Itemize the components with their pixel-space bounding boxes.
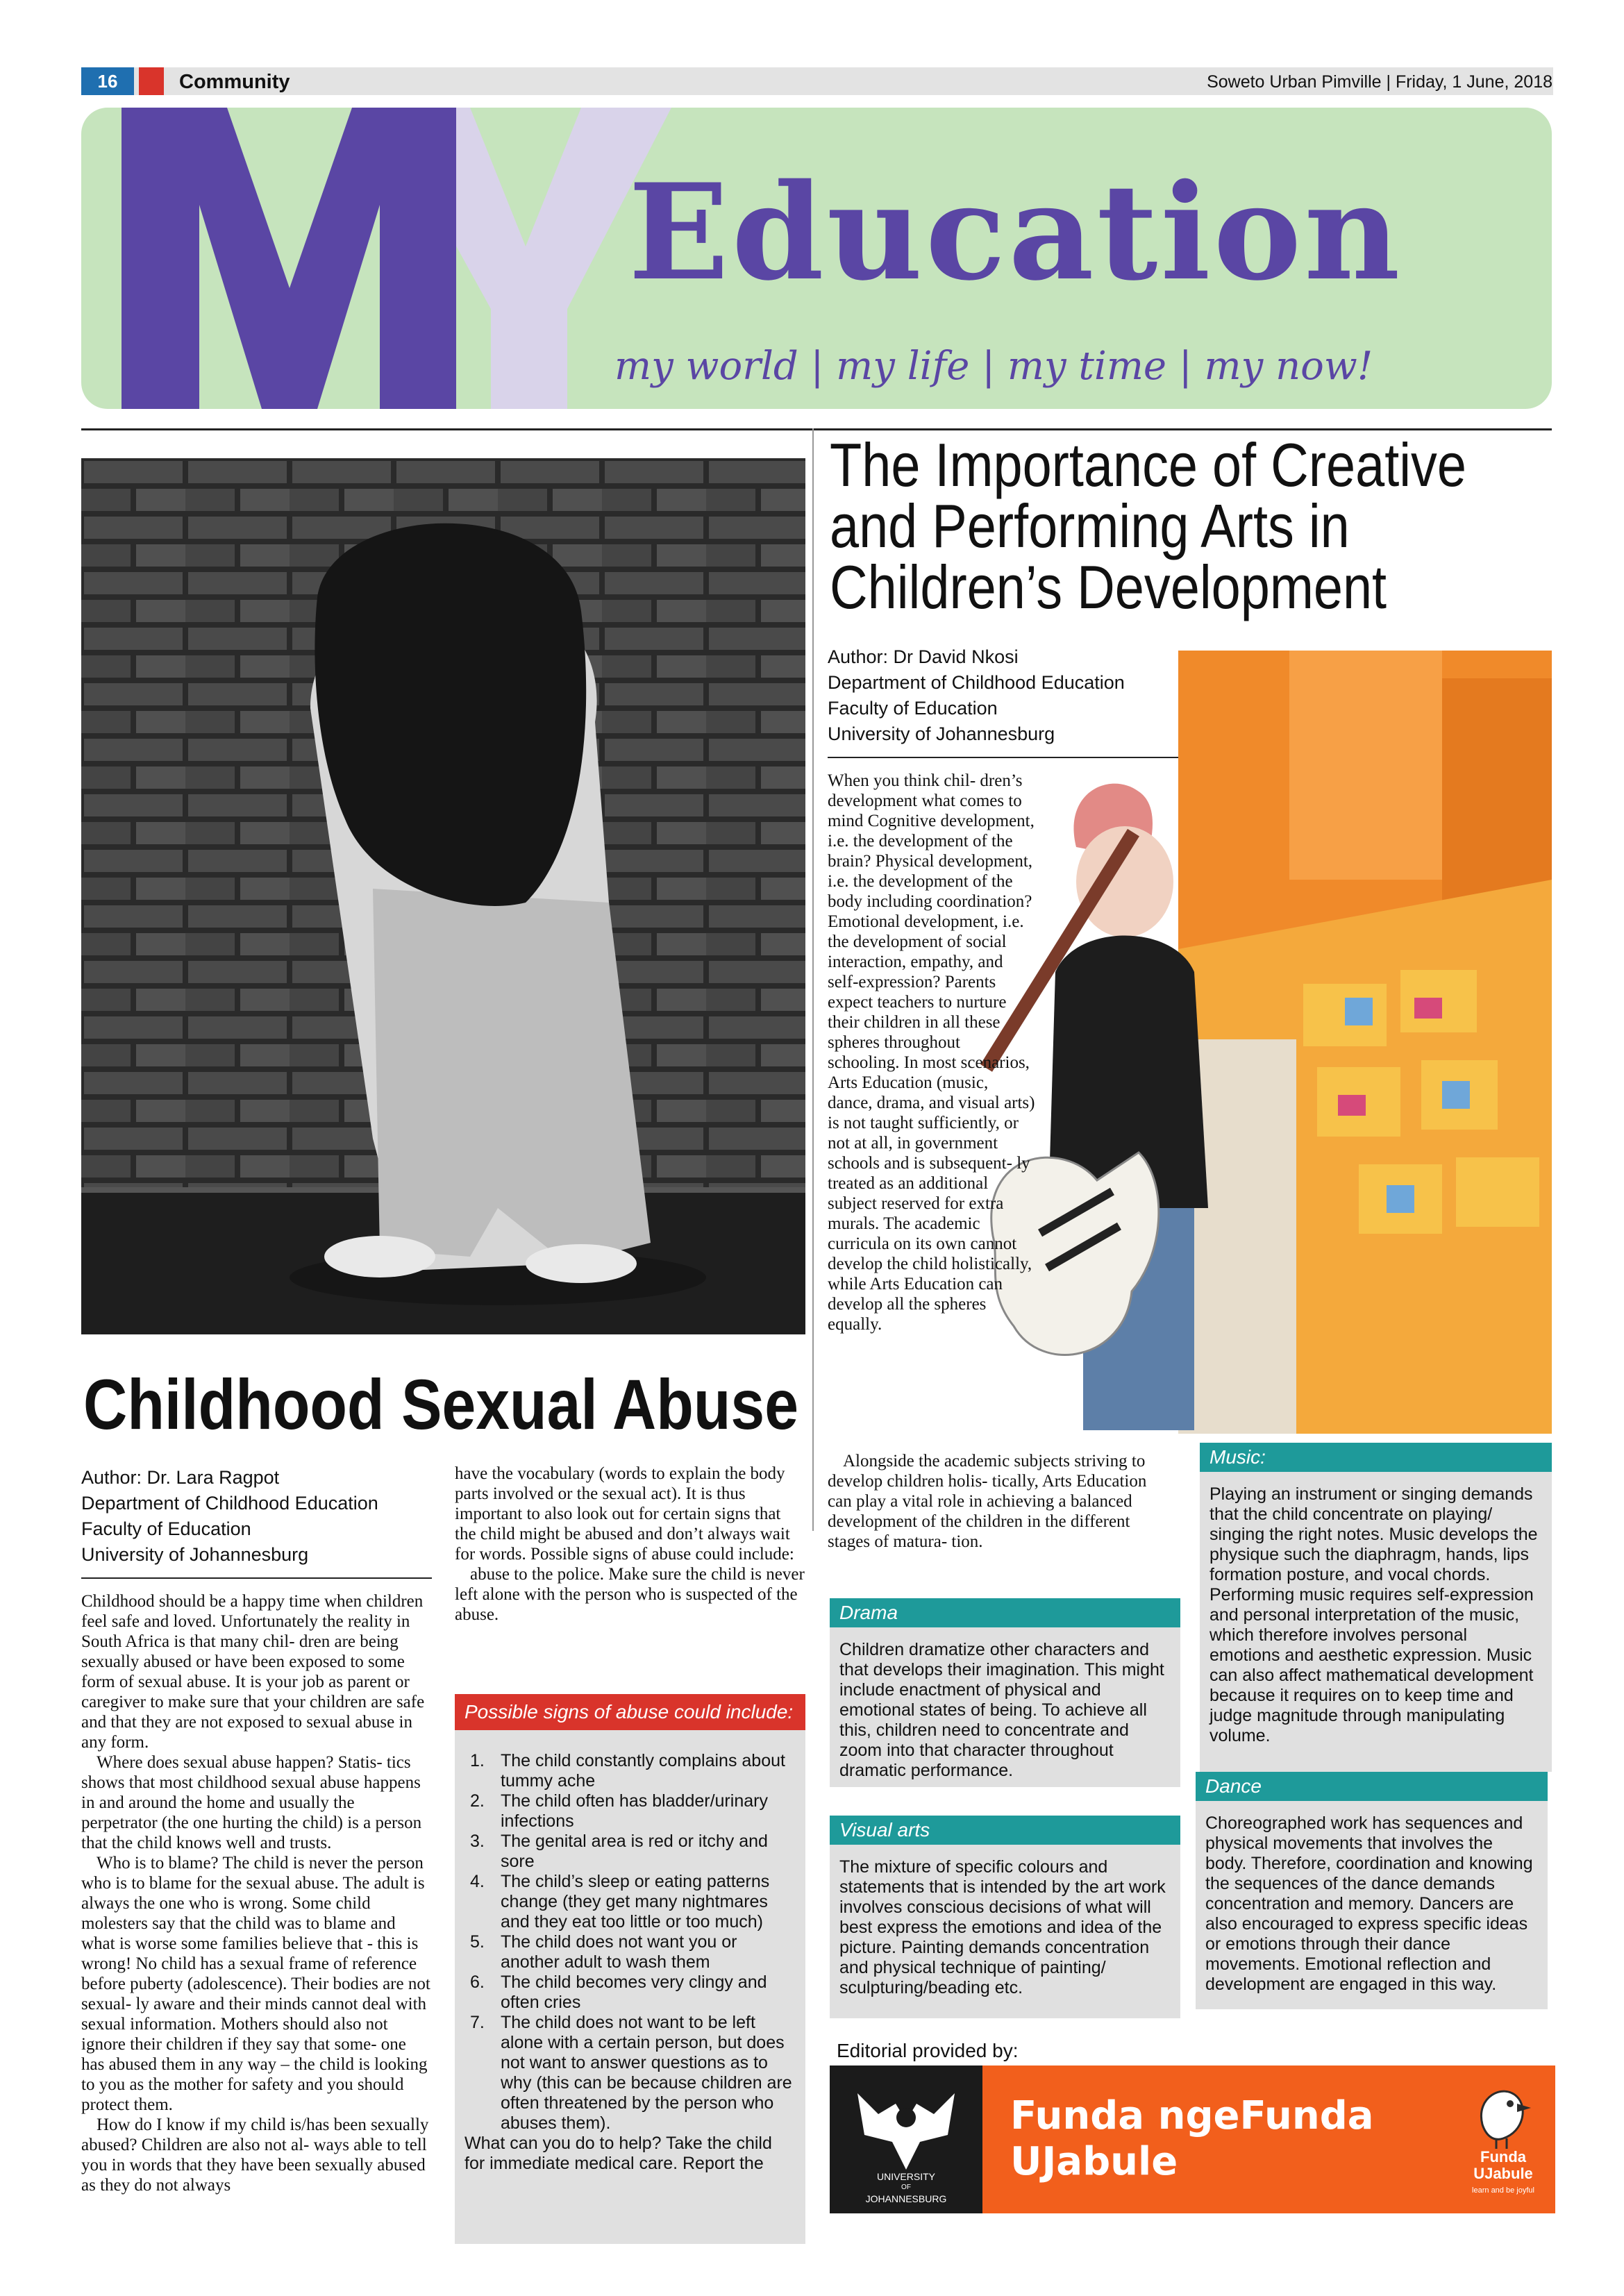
signs-list xyxy=(464,1751,796,2134)
list-item: 2. The child often has bladder/urinary infections xyxy=(470,1791,768,1831)
funda-logo-line: Funda xyxy=(1480,2148,1526,2165)
uj-logo xyxy=(830,2065,982,2213)
arts-body-wide xyxy=(828,1451,1168,1552)
uj-name-line: UNIVERSITY xyxy=(876,2171,935,2182)
arts-paragraph: When you think chil- dren’s development what comes to mind Cognitive development, i.e. the development of the brain? Physical development, i.e. the development of the body including coordination? Emotional development, i.e. the development of social interaction, empathy, and self-expression? Parents expect teachers to nurture their children in all these spheres throughout schooling. In most scenarios, Arts Education (music, dance, drama, and visual arts) is not taught sufficiently, or not at all, in government schools and is subsequent- ly treated as an additional subject reserved for extra murals. The academic curricula on its own cannot develop the child holistically, while Arts Education can develop all the spheres equally. xyxy=(828,771,1035,1334)
abuse-paragraph: Who is to blame? The child is never the person who is to blame for the sexual abuse. The adult is always the one who is wrong. Some child molesters say that the child was to blame and what is worse some families believe that - this is wrong! No child has a sexual frame of reference before puberty (adolescence). Their bodies are not sexual- ly aware and their minds cannot deal with sexual information. Mothers should also not ignore their children if they say that some- one has abused them in any way – the child is looking to you as the mother for safety and you should protect them. xyxy=(81,1854,430,2114)
arts-body-narrow xyxy=(828,771,1036,1334)
funda-slogan: learn and be joyful xyxy=(1472,2186,1534,2195)
funda-logo-text xyxy=(1462,2149,1545,2199)
arts-paragraph: Alongside the academic subjects striving to develop children holis- tically, Arts Education can play a vital role in achieving a balanced development of the children in the different stages of matura- tion. xyxy=(828,1452,1147,1551)
drama-text: Children dramatize other characters and that develops their imagination. This might include enactment of physical and emotional states of being. To achieve all this, children need to concentrate and zoom into that character throughout dramatic performance. xyxy=(830,1627,1180,1787)
column-divider xyxy=(812,428,814,1531)
arts-byline xyxy=(828,644,1175,747)
abuse-paragraph: How do I know if my child is/has been sexually abused? Children are also not al- ways able to tell you in words that they have been sexually abused as they do not always xyxy=(81,2115,429,2195)
sponsor-banner xyxy=(830,2065,1555,2213)
arts-university: University of Johannesburg xyxy=(828,723,1055,744)
abuse-paragraph: abuse to the police. Make sure the child is never left alone with the person who is suspected of the abuse. xyxy=(455,1565,805,1624)
arts-headline: The Importance of Creative and Performing Arts in Children’s Development xyxy=(830,430,1467,621)
visual-arts-text: The mixture of specific colours and statements that is intended by the art work involves conscious decisions of what will best express the emotions and idea of the picture. Painting demands concentration and physical technique of painting/ sculpturing/beading etc. xyxy=(830,1845,1180,2018)
section-marker xyxy=(139,67,164,95)
arts-author: Author: Dr David Nkosi xyxy=(828,646,1019,667)
bird-icon xyxy=(1468,2076,1538,2152)
dance-text: Choreographed work has sequences and physical movements that involves the body. Therefore, coordination and knowing the sequences of the dance demands concentration and memory. Dancers are also encouraged to express specific ideas or emotions through their dance movements. Emotional reflection and development are engaged in this way. xyxy=(1196,1801,1548,2009)
visual-arts-heading: Visual arts xyxy=(830,1816,1180,1845)
abuse-university: University of Johannesburg xyxy=(81,1544,309,1565)
funda-panel xyxy=(982,2065,1555,2213)
uj-name-line: OF xyxy=(901,2184,911,2191)
abuse-column-2 xyxy=(455,1464,805,1625)
abuse-photo xyxy=(81,458,805,1334)
page-number: 16 xyxy=(81,67,134,95)
signs-footer: What can you do to help? Take the child for immediate medical care. Report the xyxy=(464,2134,772,2173)
abuse-byline xyxy=(81,1465,428,1568)
dance-box xyxy=(1196,1772,1548,2009)
dateline: Soweto Urban Pimville | Friday, 1 June, 2018 xyxy=(1207,72,1552,92)
section-label: Community xyxy=(179,71,290,93)
list-item: 5. The child does not want you or another adult to wash them xyxy=(470,1932,737,1972)
arts-faculty: Faculty of Education xyxy=(828,698,998,719)
abuse-headline: Childhood Sexual Abuse xyxy=(83,1365,798,1444)
funda-title-line: Funda ngeFunda xyxy=(1010,2093,1374,2138)
abuse-department: Department of Childhood Education xyxy=(81,1493,378,1514)
list-item: 1. The child constantly complains about tummy ache xyxy=(470,1751,785,1791)
list-item: 6. The child becomes very clingy and often cries xyxy=(470,1972,767,2012)
byline-rule xyxy=(81,1577,432,1579)
abuse-paragraph: Where does sexual abuse happen? Statis- tics shows that most childhood sexual abuse happens in and around the home and usually the perpetrator (the one hurting the child) is a person that the child knows well and trusts. xyxy=(81,1753,422,1852)
dance-heading: Dance xyxy=(1196,1772,1548,1801)
uj-name-line: JOHANNESBURG xyxy=(865,2193,947,2204)
abuse-paragraph: Childhood should be a happy time when children feel safe and loved. Unfortunately the reality in South Africa is that many chil- dren are being sexually abused or have been exposed to some form of sexual abuse. It is your job as parent or caregiver to make sure that your children are safe and that they are not exposed to sexual abuse in any form. xyxy=(81,1592,425,1752)
funda-title xyxy=(1010,2093,1374,2185)
signs-box xyxy=(455,1694,805,2244)
arts-department: Department of Childhood Education xyxy=(828,672,1125,693)
list-item: 3. The genital area is red or itchy and sore xyxy=(470,1832,768,1871)
byline-rule xyxy=(828,757,1178,758)
list-item: 4. The child’s sleep or eating patterns change (they get many nightmares and they eat too little or too much) xyxy=(470,1872,770,1932)
signs-heading: Possible signs of abuse could include: xyxy=(455,1694,805,1730)
editorial-label: Editorial provided by: xyxy=(837,2040,1019,2061)
drama-box xyxy=(830,1598,1180,1787)
music-box xyxy=(1200,1443,1552,1772)
abuse-paragraph: have the vocabulary (words to explain the body parts involved or the sexual act). It is thus important to also look out for certain signs that the child might be abused and don’t always wait for words. Possible signs of abuse could include: xyxy=(455,1464,794,1564)
music-text: Playing an instrument or singing demands that the child concentrate on playing/ singing the right notes. Music develops the physique such the diaphragm, hands, lips formation posture, and vocal chords. Performing music requires self-expression and personal interpretation of the music, which therefore involves personal emotions and aesthetic expression. Music can also affect mathematical development because it requires on to keep time and judge magnitude through manipulating volume. xyxy=(1200,1472,1552,1772)
masthead-tagline: my world | my life | my time | my now! xyxy=(614,344,1373,389)
signs-body xyxy=(455,1730,805,2244)
abuse-faculty: Faculty of Education xyxy=(81,1518,251,1539)
funda-logo-line: UJabule xyxy=(1473,2165,1533,2182)
drama-heading: Drama xyxy=(830,1598,1180,1627)
funda-title-line: UJabule xyxy=(1010,2139,1178,2184)
list-item: 7. The child does not want to be left alone with a certain person, but does not want to answer questions as to why (this can be because children are often threatened by the person who abuses them). xyxy=(470,2013,792,2133)
abuse-author: Author: Dr. Lara Ragpot xyxy=(81,1467,280,1488)
music-heading: Music: xyxy=(1200,1443,1552,1472)
abuse-column-1 xyxy=(81,1591,432,2195)
visual-arts-box xyxy=(830,1816,1180,2018)
masthead-title: Education xyxy=(628,155,1403,310)
